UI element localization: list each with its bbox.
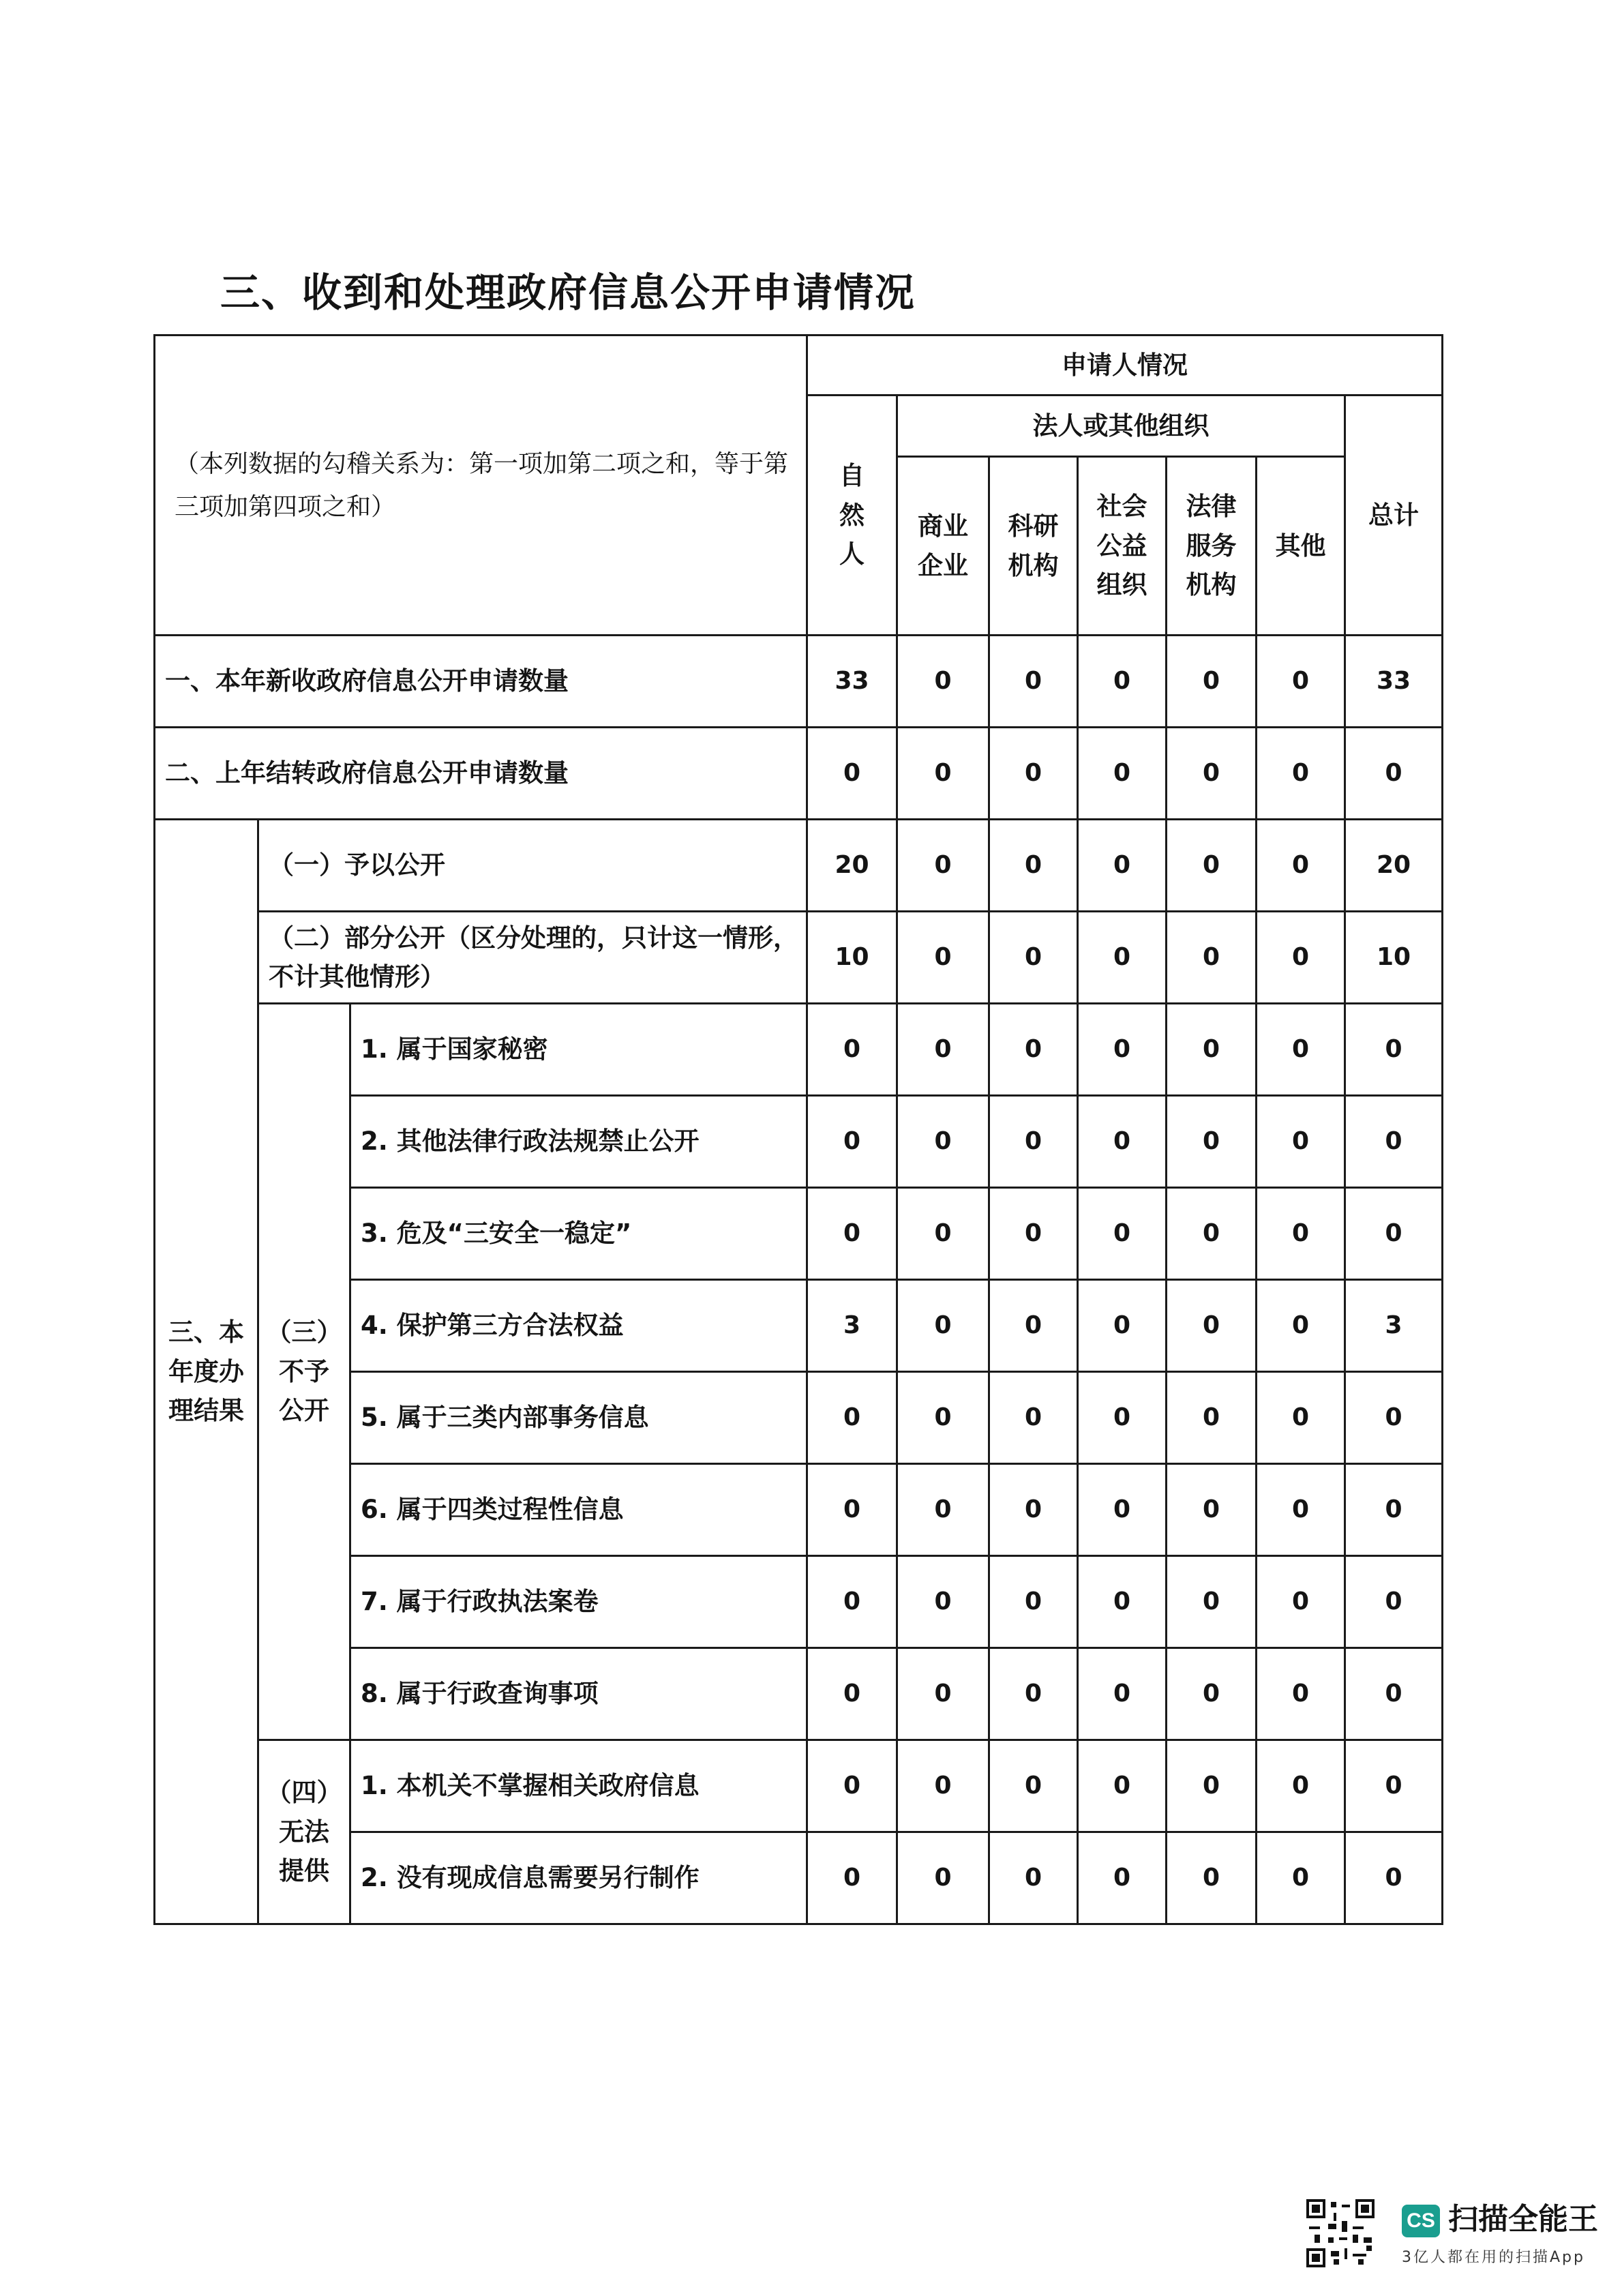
cell-value: 0 bbox=[897, 912, 989, 1004]
header-natural-person: 自 然 人 bbox=[807, 396, 897, 636]
scanner-watermark bbox=[1306, 2199, 1598, 2267]
cell-value: 0 bbox=[897, 636, 989, 728]
cell-value: 0 bbox=[989, 1280, 1078, 1372]
section-3-label: 三、本 年度办 理结果 bbox=[155, 820, 258, 1924]
cell-value: 0 bbox=[1345, 1096, 1443, 1188]
cell-value: 0 bbox=[1345, 1556, 1443, 1648]
cell-value: 0 bbox=[897, 820, 989, 912]
row-label: 5. 属于三类内部事务信息 bbox=[350, 1372, 807, 1464]
cell-value: 3 bbox=[807, 1280, 897, 1372]
cell-value: 0 bbox=[1345, 1648, 1443, 1740]
cell-value: 0 bbox=[897, 1464, 989, 1556]
cell-value: 0 bbox=[1345, 1740, 1443, 1832]
cell-value: 0 bbox=[1167, 1188, 1257, 1280]
cell-value: 0 bbox=[1257, 1004, 1345, 1096]
row-label: 7. 属于行政执法案卷 bbox=[350, 1556, 807, 1648]
cell-value: 0 bbox=[897, 1188, 989, 1280]
table-row bbox=[155, 912, 1443, 1004]
table-row bbox=[155, 820, 1443, 912]
cell-value: 0 bbox=[897, 1648, 989, 1740]
cell-value: 0 bbox=[989, 1740, 1078, 1832]
cell-value: 0 bbox=[1078, 1464, 1167, 1556]
group-3-label: （三） 不予 公开 bbox=[258, 1004, 350, 1740]
cell-value: 0 bbox=[989, 820, 1078, 912]
cell-value: 0 bbox=[1257, 1096, 1345, 1188]
row-label: （一）予以公开 bbox=[258, 820, 807, 912]
cell-value: 0 bbox=[1167, 1096, 1257, 1188]
table-row bbox=[155, 728, 1443, 820]
cell-value: 0 bbox=[1078, 1188, 1167, 1280]
header-org-other: 其他 bbox=[1257, 457, 1345, 636]
page-title: 三、收到和处理政府信息公开申请情况 bbox=[220, 269, 916, 316]
cell-value: 0 bbox=[1167, 636, 1257, 728]
cell-value: 0 bbox=[1345, 1004, 1443, 1096]
cell-value: 33 bbox=[807, 636, 897, 728]
scanner-app-slogan: 3亿人都在用的扫描App bbox=[1402, 2249, 1585, 2266]
scanner-app-name: 扫描全能王 bbox=[1448, 2202, 1598, 2237]
cell-value: 20 bbox=[807, 820, 897, 912]
row-label: 二、上年结转政府信息公开申请数量 bbox=[155, 728, 807, 820]
row-label: 6. 属于四类过程性信息 bbox=[350, 1464, 807, 1556]
cell-value: 0 bbox=[1345, 1372, 1443, 1464]
cell-value: 0 bbox=[1167, 1556, 1257, 1648]
row-label: 2. 没有现成信息需要另行制作 bbox=[350, 1832, 807, 1924]
header-total: 总计 bbox=[1345, 396, 1443, 636]
cell-value: 0 bbox=[1078, 1280, 1167, 1372]
cell-value: 0 bbox=[989, 728, 1078, 820]
cell-value: 0 bbox=[1257, 1556, 1345, 1648]
cell-value: 0 bbox=[807, 1740, 897, 1832]
cell-value: 0 bbox=[989, 912, 1078, 1004]
cell-value: 0 bbox=[897, 1004, 989, 1096]
cell-value: 0 bbox=[1167, 1832, 1257, 1924]
cell-value: 0 bbox=[807, 1464, 897, 1556]
cell-value: 0 bbox=[1167, 1372, 1257, 1464]
cell-value: 0 bbox=[1257, 820, 1345, 912]
cell-value: 0 bbox=[1345, 728, 1443, 820]
cell-value: 0 bbox=[1167, 820, 1257, 912]
cell-value: 0 bbox=[989, 1188, 1078, 1280]
cell-value: 33 bbox=[1345, 636, 1443, 728]
cell-value: 0 bbox=[989, 636, 1078, 728]
cell-value: 0 bbox=[989, 1832, 1078, 1924]
cell-value: 3 bbox=[1345, 1280, 1443, 1372]
cell-value: 0 bbox=[989, 1648, 1078, 1740]
header-org-research: 科研 机构 bbox=[989, 457, 1078, 636]
cell-value: 10 bbox=[807, 912, 897, 1004]
cell-value: 0 bbox=[897, 1832, 989, 1924]
cell-value: 0 bbox=[1167, 1280, 1257, 1372]
cell-value: 0 bbox=[1257, 1648, 1345, 1740]
cell-value: 0 bbox=[897, 1740, 989, 1832]
cell-value: 0 bbox=[1078, 1096, 1167, 1188]
cell-value: 0 bbox=[1167, 1740, 1257, 1832]
cell-value: 0 bbox=[989, 1464, 1078, 1556]
cell-value: 0 bbox=[1078, 728, 1167, 820]
cell-value: 0 bbox=[1078, 1740, 1167, 1832]
cell-value: 0 bbox=[1167, 1648, 1257, 1740]
cell-value: 0 bbox=[1167, 912, 1257, 1004]
cell-value: 0 bbox=[989, 1004, 1078, 1096]
header-legal-org: 法人或其他组织 bbox=[897, 396, 1345, 457]
cell-value: 0 bbox=[807, 1096, 897, 1188]
header-org-legal-service: 法律 服务 机构 bbox=[1167, 457, 1257, 636]
cell-value: 0 bbox=[897, 1096, 989, 1188]
cell-value: 0 bbox=[989, 1096, 1078, 1188]
cell-value: 0 bbox=[1167, 1464, 1257, 1556]
group-4-label: （四） 无法 提供 bbox=[258, 1740, 350, 1924]
header-applicant: 申请人情况 bbox=[807, 336, 1443, 396]
cell-value: 0 bbox=[1078, 912, 1167, 1004]
cell-value: 0 bbox=[1257, 636, 1345, 728]
cell-value: 10 bbox=[1345, 912, 1443, 1004]
row-label: 一、本年新收政府信息公开申请数量 bbox=[155, 636, 807, 728]
cell-value: 0 bbox=[807, 1188, 897, 1280]
cell-value: 0 bbox=[807, 1648, 897, 1740]
cell-value: 0 bbox=[807, 728, 897, 820]
cell-value: 0 bbox=[897, 1556, 989, 1648]
row-label: 3. 危及“三安全一稳定” bbox=[350, 1188, 807, 1280]
cell-value: 0 bbox=[1257, 1372, 1345, 1464]
cell-value: 0 bbox=[1257, 912, 1345, 1004]
cell-value: 0 bbox=[807, 1556, 897, 1648]
header-org-public-welfare: 社会 公益 组织 bbox=[1078, 457, 1167, 636]
qr-code-icon bbox=[1306, 2199, 1375, 2267]
row-label: 8. 属于行政查询事项 bbox=[350, 1648, 807, 1740]
cell-value: 0 bbox=[807, 1004, 897, 1096]
cell-value: 0 bbox=[1257, 1188, 1345, 1280]
row-label: 2. 其他法律行政法规禁止公开 bbox=[350, 1096, 807, 1188]
cell-value: 0 bbox=[1078, 636, 1167, 728]
table-row bbox=[155, 1004, 1443, 1096]
cell-value: 0 bbox=[897, 1372, 989, 1464]
cell-value: 0 bbox=[1257, 728, 1345, 820]
cell-value: 0 bbox=[1078, 1556, 1167, 1648]
cell-value: 0 bbox=[897, 1280, 989, 1372]
cell-value: 0 bbox=[1078, 1648, 1167, 1740]
row-label: 1. 本机关不掌握相关政府信息 bbox=[350, 1740, 807, 1832]
cell-value: 0 bbox=[1345, 1188, 1443, 1280]
cell-value: 0 bbox=[989, 1372, 1078, 1464]
cell-value: 0 bbox=[807, 1832, 897, 1924]
cell-value: 0 bbox=[1078, 1372, 1167, 1464]
cs-logo: CS bbox=[1402, 2205, 1440, 2237]
cell-value: 0 bbox=[1345, 1832, 1443, 1924]
cell-value: 0 bbox=[1078, 1832, 1167, 1924]
cell-value: 0 bbox=[1078, 1004, 1167, 1096]
cell-value: 0 bbox=[1167, 728, 1257, 820]
cell-value: 0 bbox=[807, 1372, 897, 1464]
cell-value: 0 bbox=[989, 1556, 1078, 1648]
cell-value: 20 bbox=[1345, 820, 1443, 912]
table-note: （本列数据的勾稽关系为：第一项加第二项之和，等于第三项加第四项之和） bbox=[155, 336, 807, 636]
cell-value: 0 bbox=[1257, 1280, 1345, 1372]
cell-value: 0 bbox=[1078, 820, 1167, 912]
row-label: 4. 保护第三方合法权益 bbox=[350, 1280, 807, 1372]
row-label: 1. 属于国家秘密 bbox=[350, 1004, 807, 1096]
header-org-business: 商业 企业 bbox=[897, 457, 989, 636]
cell-value: 0 bbox=[1345, 1464, 1443, 1556]
cell-value: 0 bbox=[1167, 1004, 1257, 1096]
cell-value: 0 bbox=[897, 728, 989, 820]
table-row bbox=[155, 1740, 1443, 1832]
table-row bbox=[155, 636, 1443, 728]
row-label: （二）部分公开（区分处理的，只计这一情形，不计其他情形） bbox=[258, 912, 807, 1004]
cell-value: 0 bbox=[1257, 1740, 1345, 1832]
cell-value: 0 bbox=[1257, 1464, 1345, 1556]
info-disclosure-table bbox=[153, 334, 1443, 1925]
cell-value: 0 bbox=[1257, 1832, 1345, 1924]
